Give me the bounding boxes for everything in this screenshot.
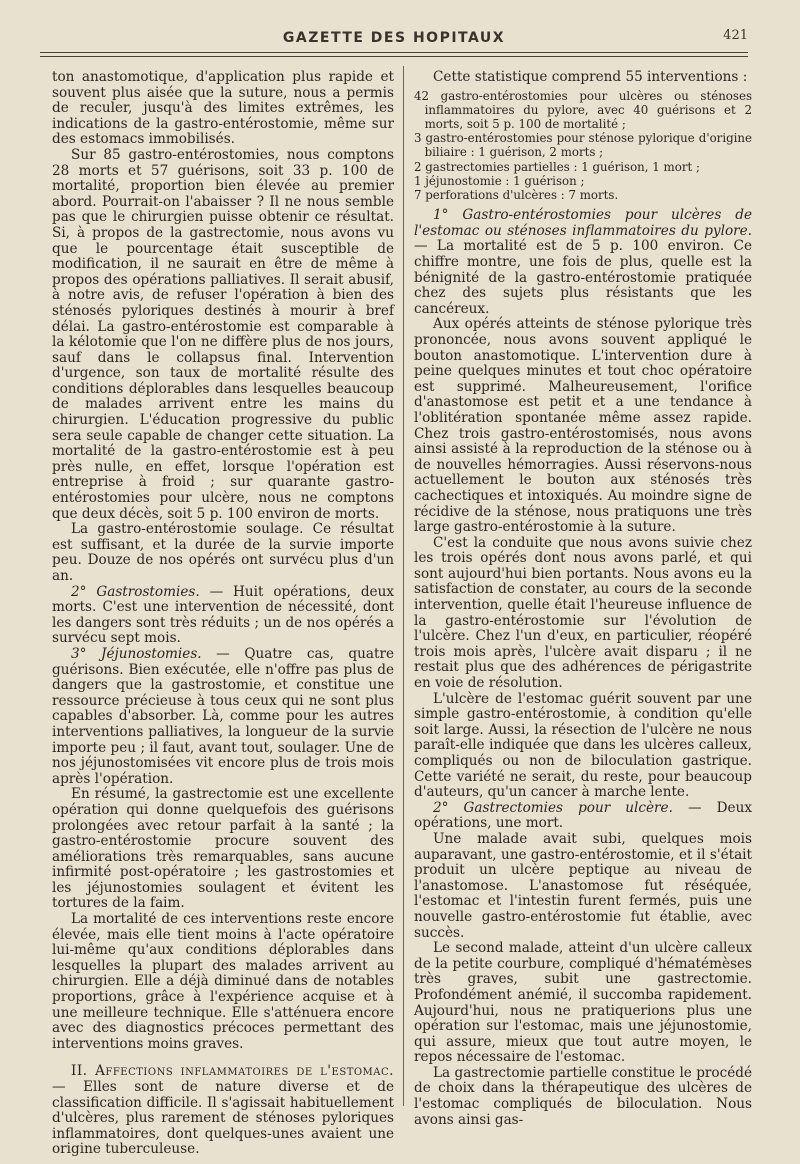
paragraph: La gastro-entérostomie soulage. Ce résultat est suffisant, et la durée de la survie importe peu. Douze de nos opérés ont survécu plus d'un an.	[52, 521, 394, 584]
paragraph-body: — Huit opérations, deux morts. C'est une intervention de nécessité, dont les dangers sont très réduits ; un de nos opérés a survécu sept mois.	[52, 583, 395, 647]
paragraph	[52, 1064, 394, 1158]
statistics-list	[414, 89, 752, 203]
paragraph	[52, 585, 394, 647]
page-header	[40, 26, 748, 58]
list-item: 42 gastro-entérostomies pour ulcères ou sténoses inflammatoires du pylore, avec 40 guérisons et 2 morts, soit 5 p. 100 de mortalité ;	[414, 88, 752, 131]
header-rule-top	[40, 52, 748, 53]
paragraph-body: — Quatre cas, quatre guérisons. Bien exécutée, elle n'offre pas plus de dangers que la gastrostomie, et constitue une ressource précieuse à tous ceux qui ne sont plus capables d'absorber. Là, comme pour les autres interventions palliatives, la longueur de la survie importe peu ; il faut, avant tout, soulager. Une de nos jéjunostomisées vit encore plus de trois mois après l'opération.	[52, 645, 394, 787]
paragraph: La mortalité de ces interventions reste encore élevée, mais elle tient moins à l'acte opératoire lui-même qu'aux conditions déplorables dans lesquelles la plupart des malades arrivent au chirurgien. Elle a déjà diminué dans de notables proportions, grâce à l'expérience acquise et à une meilleure technique. Elle s'atténuera encore avec des diagnostics précoces permettant des interventions moins graves.	[52, 911, 394, 1052]
paragraph: L'ulcère de l'estomac guérit souvent par une simple gastro-entérostomie, à condition qu'elle soit large. Aussi, la résection de l'ulcère ne nous paraît-elle indiquée que dans les ulcères calleux, compliqués ou non de biloculation gastrique. Cette variété ne serait, du reste, pour beaucoup d'auteurs, qu'un cancer à marche lente.	[414, 690, 752, 801]
paragraph: ton anastomotique, d'application plus rapide et souvent plus aisée que la suture, nous a permis de reculer, jusqu'à des limites extrêmes, les indications de la gastro-entérostomie, même sur des estomacs immobilisés.	[52, 69, 394, 148]
paragraph	[414, 801, 752, 832]
list-item: 3 gastro-entérostomies pour sténose pylorique d'origine biliaire : 1 guérison, 2 morts ;	[414, 131, 752, 160]
paragraph: Sur 85 gastro-entérostomies, nous comptons 28 morts et 57 guérisons, soit 33 p. 100 de mortalité, proportion bien élevée au premier abord. Pourrait-on l'abaisser ? Il ne nous semble pas que le chirurgien puisse obtenir ce résultat. Si, à propos de la gastrectomie, nous avons vu que le pourcentage était susceptible de modification, il ne saurait en être de même à propos des opérations palliatives. Il serait abusif, à notre avis, de refuser l'opération à bien des sténosés pyloriques destinés à mourir à bref délai. La gastro-entérostomie est comparable à la kélotomie que l'on ne diffère plus de nos jours, sauf dans le collapsus final. Intervention d'urgence, son taux de mortalité résulte des conditions déplorables dans lesquelles beaucoup de malades arrivent entre les mains du chirurgien. L'éducation progressive du public sera seule capable de changer cette situation. La mortalité de la gastro-entérostomie est à peu près nulle, en effet, lorsque l'opération est entreprise à froid ; sur quarante gastro-entérostomies pour ulcère, nous ne comptons que deux décès, soit 5 p. 100 environ de morts.	[52, 146, 394, 522]
journal-title: GAZETTE DES HOPITAUX	[282, 30, 506, 46]
page-number: 421	[723, 28, 748, 43]
section-heading: II. Affections inflammatoires de l'estomac.	[71, 1063, 394, 1080]
paragraph: La gastrectomie partielle constitue le procédé de choix dans la thérapeutique des ulcères de l'estomac compliqués de biloculation. Nous avons ainsi gas-	[414, 1064, 752, 1128]
paragraph	[52, 647, 394, 787]
column-divider	[403, 66, 404, 1106]
section-heading: 3° Jéjunostomies.	[71, 645, 202, 662]
paragraph: Le second malade, atteint d'un ulcère calleux de la petite courbure, compliqué d'hématémèses très graves, subit une gastrectomie. Profondément anémié, il succomba rapidement. Aujourd'hui, nous ne pratiquerions plus une opération sur l'estomac, mais une jéjunostomie, qui assure, mieux que tout autre moyen, le repos nécessaire de l'estomac.	[414, 940, 752, 1066]
section-heading: 2° Gastrostomies.	[71, 583, 200, 600]
paragraph: Une malade avait subi, quelques mois auparavant, une gastro-entérostomie, et il s'était produit un ulcère peptique au niveau de l'anastomose. L'anastomose fut réséquée, l'estomac et l'intestin furent fermés, puis une nouvelle gastro-entérostomie fut établie, avec succès.	[414, 830, 752, 941]
paragraph: Cette statistique comprend 55 interventions :	[433, 69, 748, 85]
list-item: 1 jéjunostomie : 1 guérison ;	[414, 173, 585, 188]
paragraph: En résumé, la gastrectomie est une excellente opération qui donne quelquefois des guérisons prolongées avec retour parfait à la santé ; la gastro-entérostomie procure souvent des améliorations très remarquables, sans aucune infirmité post-opératoire ; les gastrostomies et les jéjunostomies soulagent et évitent les tortures de la faim.	[52, 786, 394, 912]
paragraph-body: — Deux opérations, une mort.	[414, 799, 752, 832]
paragraph	[414, 208, 752, 317]
section-heading: 1° Gastro-entérostomies pour ulcères de l'estomac ou sténoses inflammatoires du pylore.	[414, 207, 752, 239]
paragraph-body: — La mortalité est de 5 p. 100 environ. Ce chiffre montre, une fois de plus, quelle est la bénignité de la gastro-entérostomie pratiquée chez des sujets plus résistants que les cancéreux.	[414, 238, 752, 317]
paragraph: C'est la conduite que nous avons suivie chez les trois opérés dont nous avons parlé, et qui sont aujourd'hui bien portants. Nous avons eu la satisfaction de constater, au cours de la seconde intervention, quelle était l'heureuse influence de la gastro-entérostomie sur l'évolution de l'ulcère. Chez l'un d'eux, en particulier, réopéré trois mois après, l'ulcère avait disparu ; il ne restait plus que des adhérences de périgastrite en voie de résolution.	[414, 534, 752, 692]
right-column	[414, 70, 752, 1128]
paragraph: Aux opérés atteints de sténose pylorique très prononcée, nous avons souvent appliqué le bouton anastomotique. L'intervention dure à peine quelques minutes et tout choc opératoire est supprimé. Malheureusement, l'orifice d'anastomose est petit et a une tendance à l'oblitération spontanée même assez rapide. Chez trois gastro-entérostomisés, nous avons ainsi assisté à la reproduction de la sténose ou à de nouvelles hémorragies. Aussi réservons-nous actuellement le bouton aux sténosés très cachectiques et intoxiqués. Au moindre signe de récidive de la sténose, nous pratiquons une très large gastro-entérostomie à la suture.	[414, 316, 752, 536]
paragraph-body: — Elles sont de nature diverse et de classification difficile. Il s'agissait habituellement d'ulcères, plus rarement de sténoses pyloriques inflammatoires, dont quelques-unes avaient une origine tuberculeuse.	[52, 1079, 394, 1158]
list-item: 7 perforations d'ulcères : 7 morts.	[414, 188, 619, 203]
section-heading: 2° Gastrectomies pour ulcère.	[433, 799, 673, 816]
list-item: 2 gastrectomies partielles : 1 guérison, 1 mort ;	[414, 159, 700, 174]
left-column	[52, 70, 394, 1158]
header-rule-bottom	[40, 56, 748, 57]
